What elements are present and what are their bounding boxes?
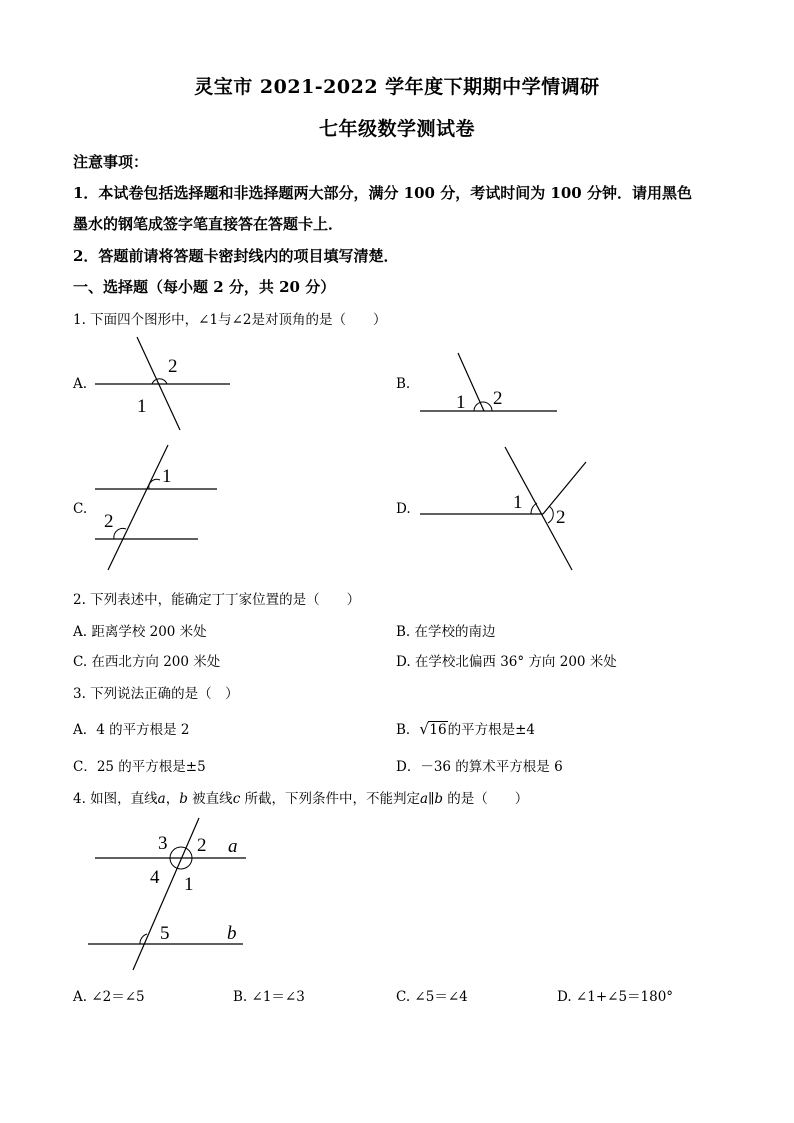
q1c-label-2: 2 [104, 511, 114, 532]
q3-option-b[interactable] [396, 718, 535, 738]
q2-option-c[interactable]: C. 在西北方向 200 米处 [73, 654, 221, 670]
q3-option-b-radicand: 16 [429, 722, 447, 738]
q4-option-c[interactable]: C. ∠5＝∠4 [396, 989, 468, 1005]
q1-figure-d [420, 447, 586, 570]
page-title: 灵宝市 2021-2022 学年度下期期中学情调研 [194, 76, 600, 98]
q4-stem-prefix: 4. 如图，直线 [73, 791, 158, 807]
q3-option-c[interactable]: C．25 的平方根是±5 [73, 759, 206, 775]
q4-label-4: 4 [150, 867, 160, 888]
page-subtitle: 七年级数学测试卷 [318, 118, 475, 140]
q4-label-b: b [227, 923, 237, 944]
notes-heading: 注意事项： [73, 153, 149, 171]
q1-figure-b [420, 353, 557, 413]
q4-figure [88, 818, 246, 970]
q4-label-3: 3 [158, 833, 168, 854]
q4-var-b: b [179, 791, 188, 807]
q4-label-a: a [228, 836, 238, 857]
q4-var-a: a [157, 791, 166, 807]
q4-stem [73, 787, 528, 807]
q1d-label-2: 2 [556, 507, 566, 528]
q4-stem-mid2: 所截，下列条件中，不能判定 [240, 791, 421, 807]
q2-option-a[interactable]: A. 距离学校 200 米处 [73, 624, 207, 640]
q4-option-d[interactable]: D. ∠1+∠5＝180° [557, 989, 674, 1005]
q3-option-a[interactable]: A．4 的平方根是 2 [73, 722, 190, 738]
q1-option-b-label[interactable]: B. [396, 376, 411, 392]
q1-option-a-label[interactable]: A. [73, 376, 88, 392]
notes-item-2: 2．答题前请将答题卡密封线内的项目填写清楚． [73, 247, 399, 265]
q4-option-a[interactable]: A. ∠2＝∠5 [73, 989, 145, 1005]
q3-option-b-prefix: B． [396, 722, 420, 738]
section-heading: 一、选择题（每小题 2 分，共 20 分） [73, 278, 336, 296]
q4-stem-suffix: 的是（ ） [442, 791, 529, 807]
q1-option-c-label[interactable]: C. [73, 501, 88, 517]
q1-figure-c [95, 445, 217, 570]
notes-item-1-line-2: 墨水的钢笔成签字笔直接答在答题卡上． [73, 215, 344, 233]
sqrt-symbol [419, 722, 447, 738]
q2-option-d[interactable]: D. 在学校北偏西 36° 方向 200 米处 [396, 654, 617, 670]
q3-stem: 3. 下列说法正确的是（ ） [73, 686, 239, 702]
q4-sep: ， [165, 791, 180, 807]
q4-option-b[interactable]: B. ∠1＝∠3 [233, 989, 305, 1005]
q2-stem: 2. 下列表述中，能确定丁丁家位置的是（ ） [73, 592, 361, 608]
q2-option-b[interactable]: B. 在学校的南边 [396, 624, 496, 640]
q1b-label-2: 2 [493, 388, 503, 409]
q4-stem-mid1: 被直线 [187, 791, 233, 807]
q1d-label-1: 1 [513, 492, 523, 513]
q3-option-b-suffix: 的平方根是±4 [447, 722, 536, 738]
q3-option-d[interactable]: D．－36 的算术平方根是 6 [396, 759, 563, 775]
q1-stem: 1. 下面四个图形中，∠1与∠2是对顶角的是（ ） [73, 312, 387, 328]
q1a-label-2: 2 [168, 356, 178, 377]
q1b-label-1: 1 [456, 392, 466, 413]
q1c-label-1: 1 [162, 466, 172, 487]
q4-label-2: 2 [197, 835, 207, 856]
q1-option-d-label[interactable]: D. [396, 501, 411, 517]
q4-var-c: c [232, 791, 241, 807]
q4-parallel: a∥b [420, 791, 443, 807]
q1-figure-a [95, 337, 230, 430]
notes-item-1-line-1: 1．本试卷包括选择题和非选择题两大部分，满分 100 分，考试时间为 100 分钟．请用黑色 [73, 184, 692, 202]
q1a-label-1: 1 [137, 396, 147, 417]
q4-label-5: 5 [160, 923, 170, 944]
q4-label-1: 1 [184, 874, 194, 895]
